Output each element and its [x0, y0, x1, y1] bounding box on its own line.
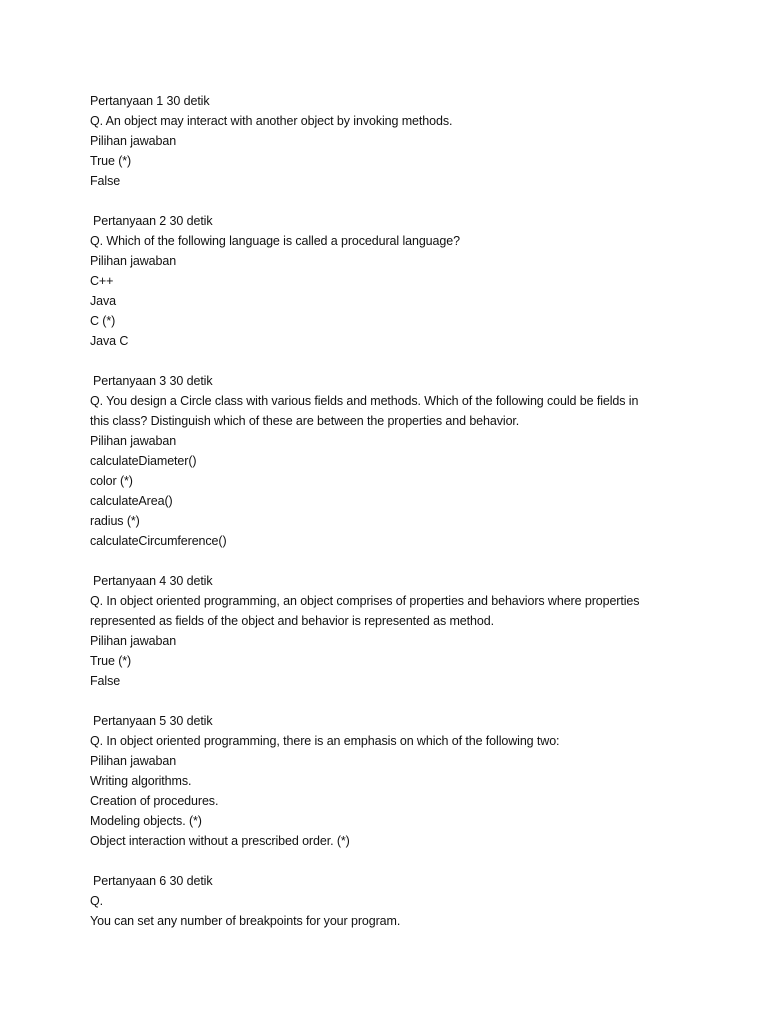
- answer-option: calculateCircumference(): [90, 534, 227, 548]
- answer-option: calculateArea(): [90, 494, 173, 508]
- answer-option: C++: [90, 274, 114, 288]
- answer-option: Java: [90, 294, 117, 308]
- options-label: Pilihan jawaban: [90, 754, 177, 768]
- quiz-document: [90, 91, 690, 951]
- question-block-4: [90, 571, 690, 691]
- answer-option: Writing algorithms.: [90, 774, 192, 788]
- question-block-5: [90, 711, 690, 851]
- question-block-6: [90, 871, 690, 931]
- question-header: Pertanyaan 6 30 detik: [93, 874, 213, 888]
- question-text: Q. An object may interact with another object by invoking methods.: [90, 114, 453, 128]
- answer-option: radius (*): [90, 514, 140, 528]
- question-header: Pertanyaan 4 30 detik: [93, 574, 213, 588]
- question-text: Q. You design a Circle class with various fields and methods. Which of the following could be fields in: [90, 394, 639, 408]
- answer-option: Modeling objects. (*): [90, 814, 202, 828]
- answer-option: False: [90, 674, 121, 688]
- options-label: Pilihan jawaban: [90, 434, 177, 448]
- question-header: Pertanyaan 5 30 detik: [93, 714, 213, 728]
- question-header: Pertanyaan 3 30 detik: [93, 374, 213, 388]
- question-block-1: [90, 91, 690, 191]
- question-header: Pertanyaan 2 30 detik: [93, 214, 213, 228]
- options-label: Pilihan jawaban: [90, 254, 177, 268]
- answer-option: calculateDiameter(): [90, 454, 197, 468]
- answer-option: Object interaction without a prescribed order. (*): [90, 834, 350, 848]
- answer-option: color (*): [90, 474, 133, 488]
- question-text: Q. In object oriented programming, an object comprises of properties and behaviors where properties: [90, 594, 640, 608]
- question-text: Q. Which of the following language is called a procedural language?: [90, 234, 460, 248]
- answer-option: Java C: [90, 334, 129, 348]
- answer-option: True (*): [90, 154, 132, 168]
- options-label: Pilihan jawaban: [90, 634, 177, 648]
- answer-option: False: [90, 174, 121, 188]
- options-label: Pilihan jawaban: [90, 134, 177, 148]
- question-text: represented as fields of the object and behavior is represented as method.: [90, 614, 494, 628]
- answer-option: True (*): [90, 654, 132, 668]
- question-text: You can set any number of breakpoints for your program.: [90, 914, 401, 928]
- answer-option: Creation of procedures.: [90, 794, 219, 808]
- question-block-2: [90, 211, 690, 351]
- question-text: Q. In object oriented programming, there is an emphasis on which of the following two:: [90, 734, 560, 748]
- answer-option: C (*): [90, 314, 116, 328]
- question-text: this class? Distinguish which of these are between the properties and behavior.: [90, 414, 520, 428]
- question-block-3: [90, 371, 690, 551]
- question-header: Pertanyaan 1 30 detik: [90, 94, 210, 108]
- question-text: Q.: [90, 894, 103, 908]
